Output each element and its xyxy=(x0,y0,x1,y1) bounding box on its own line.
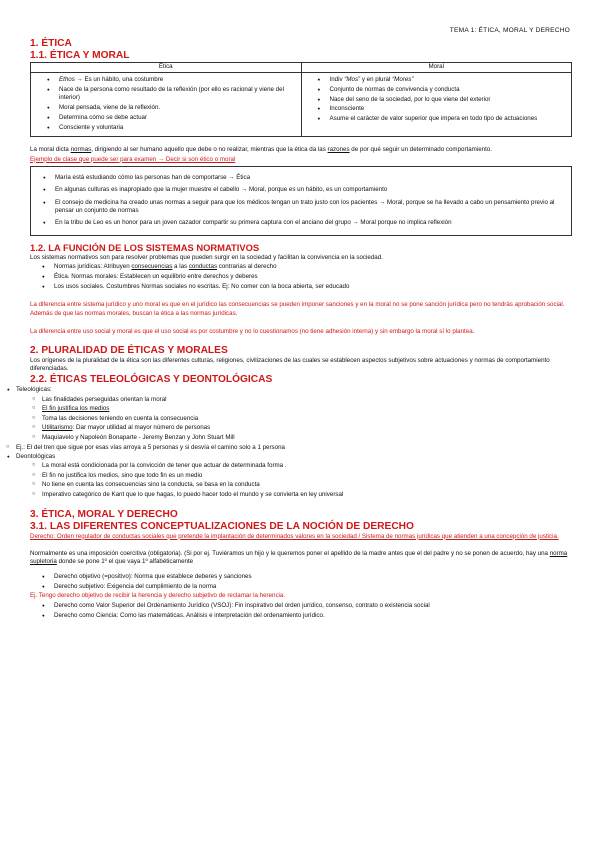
pluralidad-paragraph: Los orígenes de la pluralidad de la ética son las diferentes culturas, religiones, civilizaciones de las cuales se establecen aspectos subjetivos sobre actuaciones y normas de comportamiento diferenciadas. xyxy=(30,357,550,373)
teleologicas-item: ● Teleológicas: ○ Las finalidades perseguidas orientan la moral ○ El fin justifica los medios ○ Toma las decisiones teniendo en cuenta la consecuencia ○ Utilitarismo: Dar mayor utilidad al mayor número de personas ○ Maquiavelo y Napoleón Bonaparte - Jeremy Benzan y John Stuart Mill xyxy=(4,386,572,442)
table-header-etica: Ética xyxy=(31,63,302,72)
etica-moral-table xyxy=(30,62,572,137)
table-header-moral: Moral xyxy=(301,63,572,72)
example-item: ● El consejo de medicina ha creado unas normas a seguir para que los médicos tengan un trato justo con los pacientes → Moral, porque se ha llevado a cabo un pensamiento previo al pensar un conjunto de normas xyxy=(37,199,567,216)
derecho-item: ● Derecho objetivo (=positivo): Norma que establece deberes y sanciones xyxy=(36,573,572,581)
derecho-item: ● Derecho subjetivo: Exigencia del cumplimiento de la norma xyxy=(36,583,572,591)
deonto-subitem: ○ No tiene en cuenta las consecuencias sino la conducta, se basa en la conducta xyxy=(22,481,572,489)
etica-item: ● Moral pensada, viene de la reflexión. xyxy=(41,104,297,112)
example-item: ● En la tribu de Leo es un honor para un joven cazador compartir su primera captura con el anciano del grupo → Moral porque no implica reflexión xyxy=(37,219,567,227)
teleo-subitem: ○ El fin justifica los medios xyxy=(22,405,572,413)
document-body xyxy=(16,38,572,622)
etica-cell xyxy=(31,72,302,137)
sistemas-intro: Los sistemas normativos son para resolver problemas que pueden surgir en la sociedad y facilitan la convivencia en la sociedad. xyxy=(30,253,383,261)
teleo-subitem: ○ Maquiavelo y Napoleón Bonaparte - Jeremy Benzan y John Stuart Mill xyxy=(22,434,572,442)
tren-example: ○ Ej.: El del tren que sigue por esas vías arroya a 5 personas y si desvía el camino solo a 1 persona xyxy=(4,444,572,452)
herencia-example: Ej. Tengo derecho objetivo de recibir la herencia y derecho subjetivo de reclamar la herencia. xyxy=(30,592,286,600)
heading-etica-moral-derecho: 3. ÉTICA, MORAL Y DERECHO xyxy=(30,509,178,521)
diferencia-uso-social-moral: La diferencia entre uso social y moral es que el uso social es por costumbre y no lo cuestionamos (no tiene adhesión interna) y sin embargo la moral sí lo plantea. xyxy=(30,327,475,335)
etica-item: ● Consciente y voluntaria xyxy=(41,124,297,132)
examples-box xyxy=(30,166,572,236)
page-header: TEMA 1: ÉTICA, MORAL Y DERECHO xyxy=(449,27,570,34)
deonto-subitem: ○ La moral está condicionada por la convicción de tener que actuar de determinada forma . xyxy=(22,462,572,470)
moral-item: ● Indiv “Mos” y en plural “Mores” xyxy=(312,76,568,84)
deontologicas-item: ● Deontológicas ○ La moral está condicionada por la convicción de tener que actuar de determinada forma . ○ El fin no justifica los medios, sino que todo fin es un medio ○ No tiene en cuenta las consecuencias sino la conducta, se basa en la conducta ○ Imperativo categórico de Kant que lo que hagas, lo puedo hacer todo el mundo y se convierta en ley universal xyxy=(4,453,572,500)
heading-pluralidad: 2. PLURALIDAD DE ÉTICAS Y MORALES xyxy=(30,345,228,357)
example-item: ● María está estudiando cómo las personas han de comportarse → Ética xyxy=(37,174,567,182)
example-item: ● En algunas culturas es inapropiado que la mujer muestre el cabello → Moral, porque es un hábito, es un comportamiento xyxy=(37,186,567,194)
derecho-definition: Derecho: Orden regulador de conductas sociales que pretende la implantación de determinados valores en la sociedad / Sistema de normas jurídicas que atienden a una concepción de justicia. xyxy=(30,532,559,540)
moral-paragraph: La moral dicta normas, dirigiendo al ser humano aquello que debe o no realizar, mientras que la ética da las razones de por qué seguir un determinado comportamiento. xyxy=(30,146,492,154)
teleo-subitem: ○ Las finalidades perseguidas orientan la moral xyxy=(22,396,572,404)
diferencia-juridico-moral: La diferencia entre sistema jurídico y uno moral es que en el jurídico las consecuencias se pueden imponer sanciones y en la moral no se pone sanción jurídica pero no tendrás aprobación social. Además de que las normas morales, buscan la ética a las normas jurídicas. xyxy=(30,301,565,317)
moral-cell xyxy=(301,72,572,137)
moral-item: ● Nace del seno de la sociedad, por lo que viene del exterior xyxy=(312,96,568,104)
moral-item: ● Conjunto de normas de convivencia y conducta xyxy=(312,86,568,94)
heading-eticas-teleologicas: 2.2. ÉTICAS TELEOLÓGICAS Y DEONTOLÓGICAS xyxy=(30,373,273,385)
deonto-subitem: ○ El fin no justifica los medios, sino que todo fin es un medio xyxy=(22,472,572,480)
heading-etica-y-moral: 1.1. ÉTICA Y MORAL xyxy=(30,49,130,61)
sistema-item: ● Los usos sociales. Costumbres Normas sociales no escritas. Ej: No comer con la boca abierta, ser educado xyxy=(36,283,572,291)
etica-item: ● Ethos → Es un hábito, una costumbre xyxy=(41,76,297,84)
heading-conceptualizaciones: 3.1. LAS DIFERENTES CONCEPTUALIZACIONES DE LA NOCIÓN DE DERECHO xyxy=(30,520,414,532)
etica-item: ● Determina cómo se debe actuar xyxy=(41,114,297,122)
moral-item: ● Inconsciente xyxy=(312,105,568,113)
moral-item: ● Asume el carácter de valor superior que impera en todo tipo de actuaciones xyxy=(312,115,568,123)
teleo-subitem: ○ Utilitarismo: Dar mayor utilidad al mayor número de personas xyxy=(22,424,572,432)
heading-etica: 1. ÉTICA xyxy=(30,38,72,49)
coercitiva-paragraph: Normalmente es una imposición coercitiva (obligatoria). (Si por ej. Tuviéramos un hijo y le queremos poner el apellido de la madre antes que el del padre y no se ponen de acuerdo, hay una norma supletoria donde se pone 1º el que vaya 1º alfabéticamente xyxy=(30,550,568,566)
sistema-item: ● Normas jurídicas: Atribuyen consecuencias a las conductas contrarias al derecho xyxy=(36,263,572,271)
derecho-item: ● Derecho como Valor Superior del Ordenamiento Jurídico (VSOJ): Fin inspirativo del orden jurídico, consenso, contrato o existencia social xyxy=(36,602,572,610)
deonto-subitem: ○ Imperativo categórico de Kant que lo que hagas, lo puedo hacer todo el mundo y se convierta en ley universal xyxy=(22,491,572,499)
teleo-subitem: ○ Toma las decisiones teniendo en cuenta la consecuencia xyxy=(22,415,572,423)
exam-example-title: Ejemplo de clase que puede ser para examen → Decir si son ético o moral xyxy=(30,155,236,163)
heading-funcion-sistemas: 1.2. LA FUNCIÓN DE LOS SISTEMAS NORMATIVOS xyxy=(30,241,260,253)
derecho-item: ● Derecho como Ciencia: Como las matemáticas. Análisis e interpretación del ordenamiento jurídico. xyxy=(36,612,572,620)
sistema-item: ● Ética. Normas morales: Establecen un equilibrio entre derechos y deberes xyxy=(36,273,572,281)
etica-item: ● Nace de la persona como resultado de la reflexión (por ello es racional y viene del interior) xyxy=(41,86,297,103)
